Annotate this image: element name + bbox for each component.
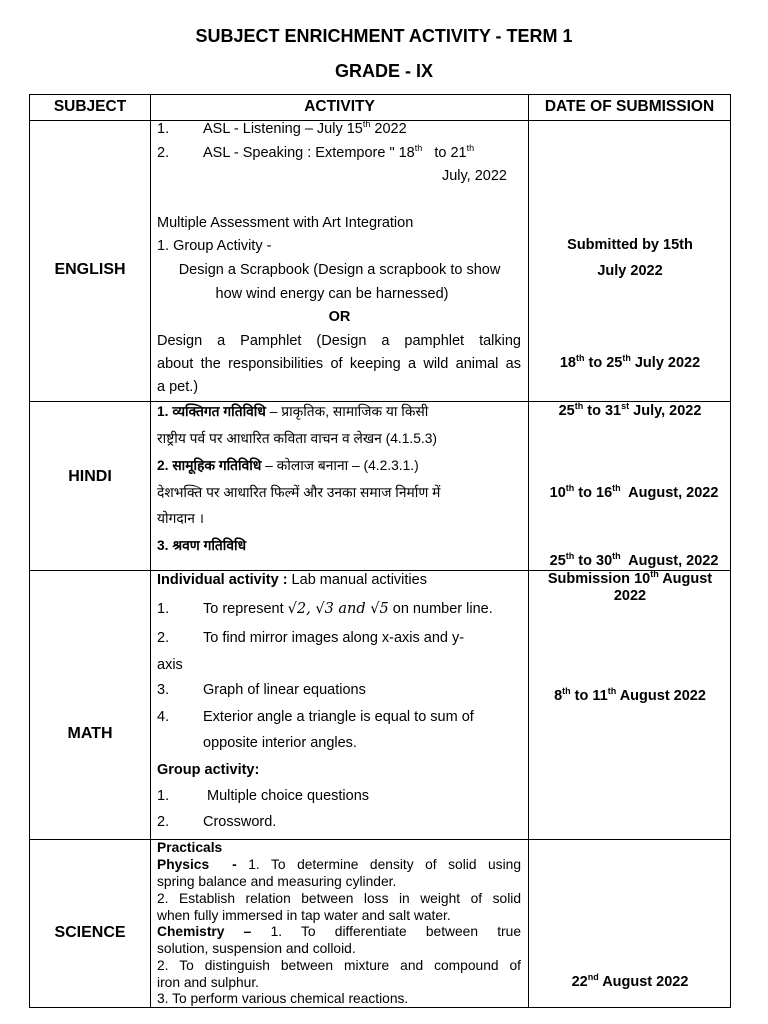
english-item-1: 1. ASL - Listening – July 15th 2022: [157, 119, 407, 137]
hindi-line-5: योगदान ।: [157, 511, 204, 526]
english-scrapbook-line1: Design a Scrapbook (Design a scrapbook to show: [178, 262, 501, 278]
english-group-activity: 1. Group Activity -: [157, 238, 272, 254]
math-item-2: 2. To find mirror images along x-axis and y-: [157, 630, 465, 646]
math-item-4-cont: opposite interior angles.: [203, 735, 357, 751]
subject-science: SCIENCE: [54, 924, 126, 941]
english-date-2: 18th to 25th July 2022: [559, 353, 701, 371]
header-date: DATE OF SUBMISSION: [544, 98, 715, 115]
science-physics-line2: spring balance and measuring cylinder.: [157, 874, 397, 889]
grade-heading: GRADE - IX: [334, 61, 433, 81]
math-individual-activity: Individual activity : Lab manual activities: [157, 572, 427, 588]
subject-math: MATH: [67, 725, 113, 742]
document-title: SUBJECT ENRICHMENT ACTIVITY - TERM 1: [195, 26, 573, 46]
science-chemistry-line3: 2. To distinguish between mixture and compound of: [157, 958, 521, 973]
hindi-date-2: 10th to 16th August, 2022: [549, 483, 719, 501]
subject-english: ENGLISH: [54, 261, 126, 278]
math-item-2-cont: axis: [157, 657, 183, 673]
hindi-line-4: देशभक्ति पर आधारित फिल्में और उनका समाज निर्माण में: [157, 485, 441, 500]
hindi-line-3: 2. सामूहिक गतिविधि – कोलाज बनाना – (4.2.3.1.): [157, 458, 419, 473]
english-pamphlet-line3: a pet.): [157, 379, 199, 395]
english-multiple-assessment: Multiple Assessment with Art Integration: [157, 215, 414, 231]
hindi-line-1: 1. व्यक्तिगत गतिविधि – प्राकृतिक, सामाजिक या किसी: [157, 404, 429, 419]
science-chemistry-line4: iron and sulphur.: [157, 975, 260, 990]
hindi-date-1: 25th to 31st July, 2022: [558, 401, 702, 419]
math-date-2: 8th to 11th August 2022: [554, 686, 706, 704]
english-item-2-cont: July, 2022: [441, 168, 507, 184]
math-group-item-1: 1. Multiple choice questions: [157, 788, 370, 804]
english-pamphlet-line1: Design a Pamphlet (Design a pamphlet talking: [157, 333, 521, 349]
english-or: OR: [328, 309, 351, 325]
hindi-date-3: 25th to 30th August, 2022: [549, 551, 719, 569]
hindi-line-6: 3. श्रवण गतिविधि: [157, 538, 247, 553]
science-chemistry-line1: Chemistry – 1. To differentiate between true: [157, 924, 522, 939]
science-chemistry-line5: 3. To perform various chemical reactions.: [157, 991, 409, 1006]
math-date-1a: Submission 10th August: [547, 569, 713, 587]
subject-hindi: HINDI: [68, 468, 112, 485]
english-pamphlet-line2: about the responsibilities of keeping a wild animal as: [157, 356, 521, 372]
science-physics-line4: when fully immersed in tap water and salt water.: [157, 908, 451, 923]
header-subject: SUBJECT: [53, 98, 127, 115]
english-item-2: 2. ASL - Speaking : Extempore " 18th to 21th: [157, 143, 475, 161]
math-group-item-2: 2. Crossword.: [157, 814, 277, 830]
header-activity: ACTIVITY: [304, 98, 375, 115]
science-physics-line3: 2. Establish relation between loss in weight of solid: [157, 891, 521, 906]
science-physics-line1: Physics - 1. To determine density of solid using: [157, 857, 521, 872]
math-item-1: 1. To represent √2, √3 and √5 on number line.: [157, 601, 493, 617]
science-practicals: Practicals: [157, 840, 223, 855]
science-chemistry-line2: solution, suspension and colloid.: [157, 941, 356, 956]
math-group-activity: Group activity:: [157, 762, 260, 778]
math-item-4: 4. Exterior angle a triangle is equal to sum of: [157, 709, 474, 725]
english-date-1b: July 2022: [597, 263, 663, 279]
hindi-line-2: राष्ट्रीय पर्व पर आधारित कविता वाचन व लेखन (4.1.5.3): [157, 431, 438, 446]
english-date-1a: Submitted by 15th: [567, 237, 693, 253]
english-scrapbook-line2: how wind energy can be harnessed): [215, 286, 449, 302]
math-item-3: 3. Graph of linear equations: [157, 682, 366, 698]
math-date-1b: 2022: [613, 588, 647, 604]
science-date: 22nd August 2022: [571, 972, 689, 990]
